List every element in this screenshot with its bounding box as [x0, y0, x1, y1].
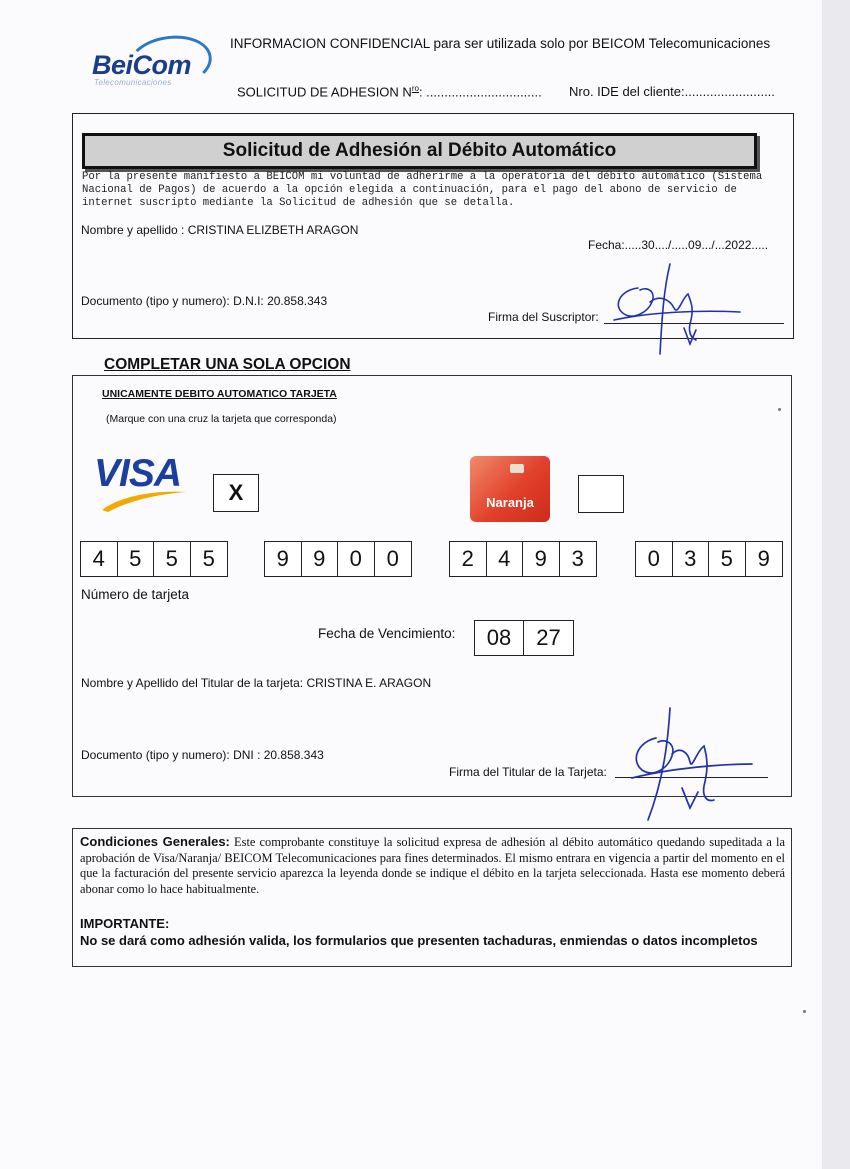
- expiry-label: Fecha de Vencimiento:: [318, 626, 456, 641]
- card-digit: 5: [154, 542, 191, 576]
- card-digit: 3: [571, 546, 584, 571]
- cardholder-signature-label: Firma del Titular de la Tarjeta:: [449, 765, 607, 779]
- intro-text: Por la presente manifiesto a BEICOM mi voluntad de adherirme a la operatoria del débito automático (Sistema Nacional de Pagos) de acuerdo a la opción elegida a continuación, para el pago del abono de servicio de internet suscripto mediante la Solicitud de adhesión que se detalla.: [82, 171, 763, 209]
- card-number-label: Número de tarjeta: [81, 587, 190, 602]
- card-digit: 0: [386, 546, 399, 571]
- visa-swoosh-icon: [100, 488, 188, 512]
- card-number-group-2: [264, 541, 412, 577]
- logo-subtitle: Telecomunicaciones: [94, 78, 172, 87]
- scan-edge: [822, 0, 850, 1169]
- card-instruction: (Marque con una cruz la tarjeta que corresponda): [106, 413, 337, 425]
- subscriber-signature-label: Firma del Suscriptor:: [488, 310, 599, 324]
- cardholder-name: Nombre y Apellido del Titular de la tarjeta: CRISTINA E. ARAGON: [81, 676, 432, 690]
- card-digit: 0: [338, 542, 375, 576]
- cardholder-signature-icon: [612, 704, 772, 828]
- card-number-group-3: [449, 541, 597, 577]
- card-digit: 5: [202, 546, 215, 571]
- card-number-group-4: [635, 541, 783, 577]
- form-date: Fecha:.....30..../.....09.../...2022.....: [588, 238, 769, 252]
- card-digit: 9: [757, 546, 770, 571]
- subscriber-name: Nombre y apellido : CRISTINA ELIZBETH ARAGON: [81, 223, 359, 237]
- visa-checkbox[interactable]: X: [213, 474, 259, 512]
- important-text: No se dará como adhesión valida, los formularios que presenten tachaduras, enmiendas o datos incompletos: [80, 933, 758, 948]
- logo-name: BeiCom: [92, 50, 192, 80]
- card-digit: 5: [709, 542, 746, 576]
- card-digit: 5: [118, 542, 155, 576]
- card-chip-icon: [510, 464, 524, 473]
- card-digit: 4: [487, 542, 524, 576]
- card-digit: 9: [302, 542, 339, 576]
- card-digit: 2: [450, 542, 487, 576]
- card-subheading: UNICAMENTE DEBITO AUTOMATICO TARJETA: [102, 388, 337, 400]
- card-number-group-1: [80, 541, 228, 577]
- form-title: Solicitud de Adhesión al Débito Automático: [82, 133, 757, 169]
- confidential-notice: INFORMACION CONFIDENCIAL para ser utilizada solo por BEICOM Telecomunicaciones: [230, 36, 771, 51]
- cardholder-document: Documento (tipo y numero): DNI : 20.858.343: [81, 748, 324, 762]
- visa-logo: VISA: [94, 452, 182, 495]
- subscriber-signature-icon: [600, 258, 750, 358]
- conditions-text: Condiciones Generales: Este comprobante constituye la solicitud expresa de adhesión al débito automático quedando supeditada a la aprobación de Visa/Naranja/ BEICOM Telecomunicaciones para fines determinados. El mismo entrara en vigencia a partir del momento en el que la facturación del presente servicio aparezca la leyenda donde se indique el débito en la tarjeta seleccionada. Hasta ese momento deberá abonar como lo hace habitualmente.: [80, 834, 785, 897]
- card-digit: 3: [673, 542, 710, 576]
- subscriber-document: Documento (tipo y numero): D.N.I: 20.858.343: [81, 294, 328, 308]
- scan-speck: [778, 408, 781, 411]
- expiry-month: 08: [475, 621, 524, 655]
- naranja-logo: Naranja: [470, 456, 550, 522]
- important-label: IMPORTANTE:: [80, 916, 170, 931]
- card-digit: 4: [81, 542, 118, 576]
- expiry-year: 27: [536, 625, 561, 650]
- solicitud-number-field: SOLICITUD DE ADHESION $N^{ro}$: ................................: [237, 84, 542, 100]
- conditions-label: Condiciones Generales:: [80, 834, 230, 849]
- card-digit: 9: [523, 542, 560, 576]
- card-digit: 0: [636, 542, 673, 576]
- scan-speck: [803, 1010, 806, 1013]
- beicom-logo: [88, 32, 216, 94]
- client-id-field: Nro. IDE del cliente:.........................: [569, 84, 775, 99]
- naranja-checkbox[interactable]: [578, 475, 624, 513]
- expiry-date-field: [474, 620, 574, 656]
- card-digit: 9: [265, 542, 302, 576]
- option-heading: COMPLETAR UNA SOLA OPCION: [104, 356, 351, 373]
